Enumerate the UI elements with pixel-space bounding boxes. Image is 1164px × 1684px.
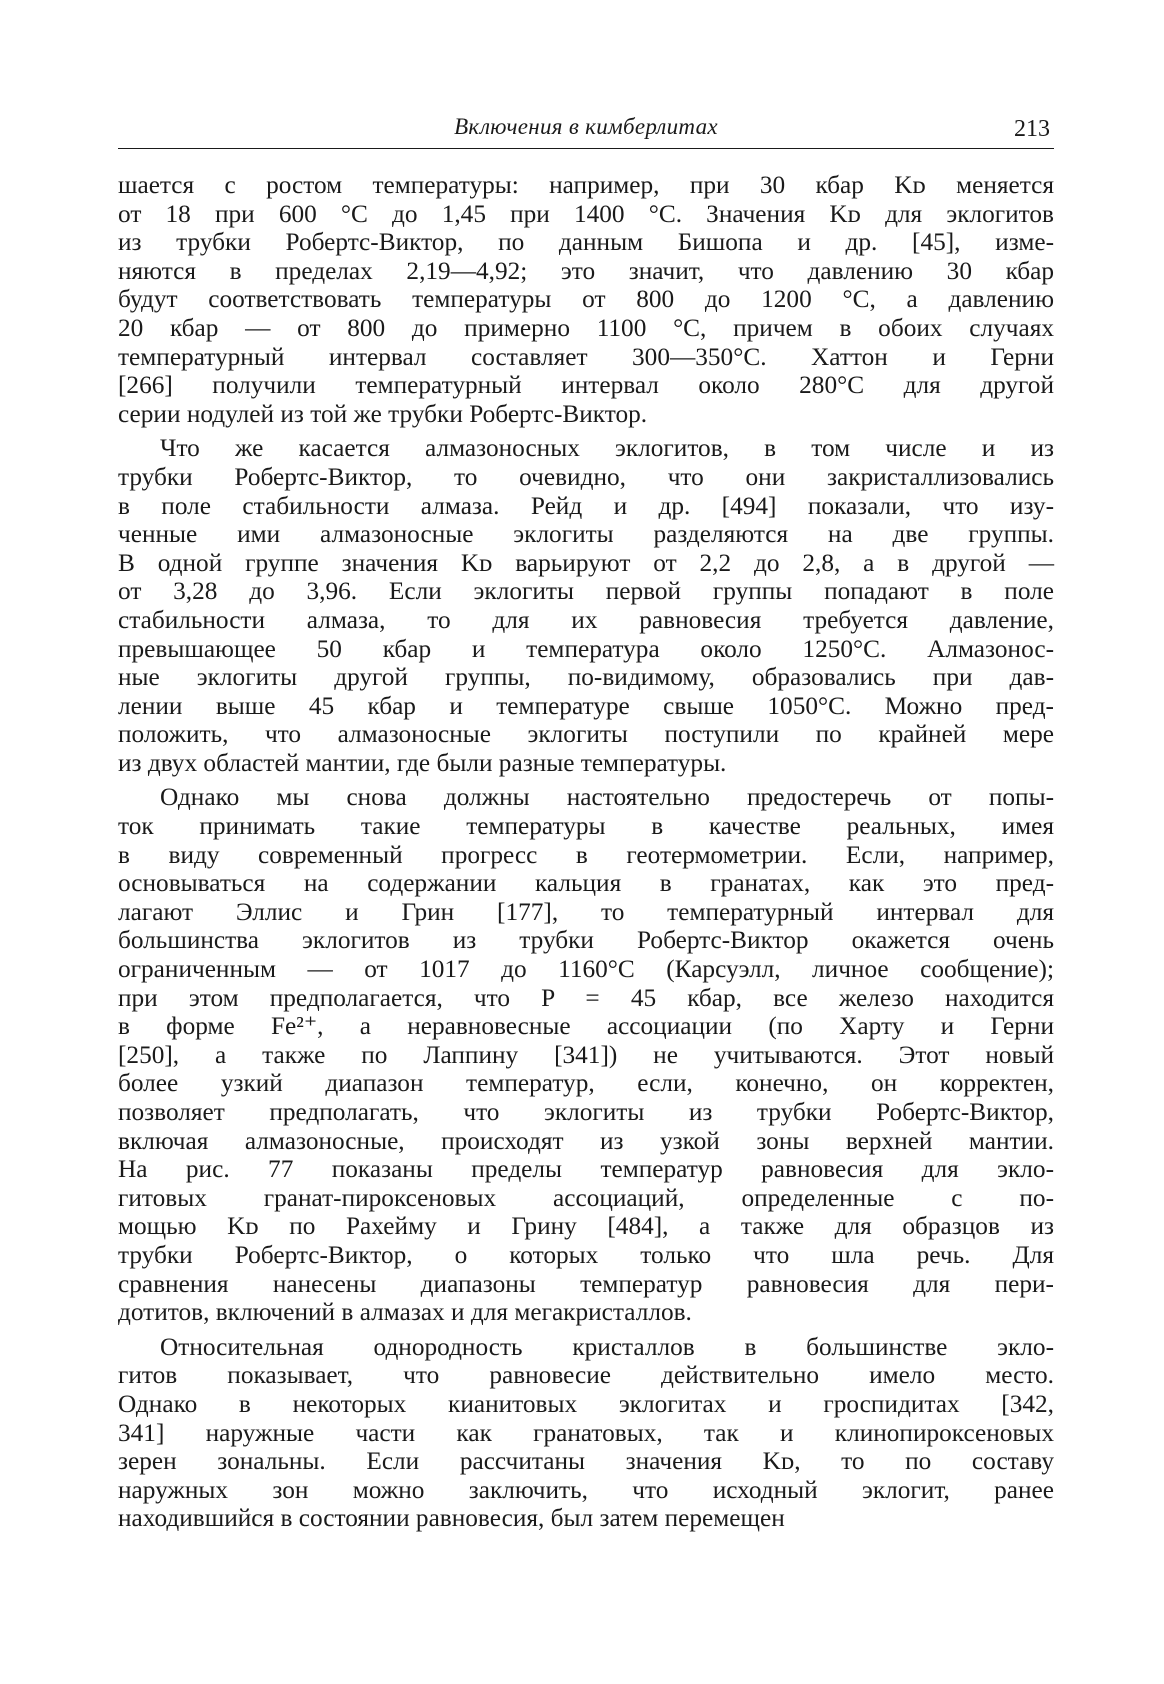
text-line: 341] наружные части как гранатовых, так и клинопироксеновых — [118, 1418, 1054, 1447]
text-line: ные эклогиты другой группы, по-видимому, образовались при дав- — [118, 663, 1054, 692]
running-header — [118, 112, 1054, 149]
paragraph — [118, 783, 1054, 1326]
text-line: в виду современный прогресс в геотермометрии. Если, например, — [118, 840, 1054, 869]
text-line: серии нодулей из той же трубки Робертс-Виктор. — [118, 399, 648, 428]
text-line: основываться на содержании кальция в гранатах, как это пред- — [118, 869, 1054, 898]
text-line: лагают Эллис и Грин [177], то температурный интервал для — [118, 897, 1054, 926]
text-line: няются в пределах 2,19—4,92; это значит, что давлению 30 кбар — [118, 256, 1054, 285]
text-line: Однако в некоторых кианитовых эклогитах и гроспидитах [342, — [118, 1389, 1054, 1418]
text-line: в поле стабильности алмаза. Рейд и др. [494] показали, что изу- — [118, 491, 1054, 520]
text-line: лении выше 45 кбар и температуре свыше 1050°С. Можно пред- — [118, 691, 1054, 720]
text-line: из трубки Робертс-Виктор, по данным Бишопа и др. [45], изме- — [118, 228, 1054, 257]
text-line: мощью Kᴅ по Рахейму и Грину [484], а также для образцов из — [118, 1212, 1054, 1241]
text-line: Что же касается алмазоносных эклогитов, в том числе и из — [160, 434, 1054, 463]
body-text — [118, 171, 1054, 1533]
text-line: [266] получили температурный интервал около 280°С для другой — [118, 371, 1054, 400]
text-line: зерен зональны. Если рассчитаны значения Kᴅ, то по составу — [118, 1447, 1054, 1476]
text-line: На рис. 77 показаны пределы температур равновесия для экло- — [118, 1155, 1054, 1184]
text-line: будут соответствовать температуры от 800 до 1200 °С, а давлению — [118, 285, 1054, 314]
text-line: из двух областей мантии, где были разные температуры. — [118, 748, 727, 777]
text-line: ограниченным — от 1017 до 1160°С (Карсуэлл, личное сообщение); — [118, 955, 1054, 984]
text-line: ток принимать такие температуры в качестве реальных, имея — [118, 812, 1054, 841]
text-line: [250], а также по Лаппину [341]) не учитываются. Этот новый — [118, 1040, 1054, 1069]
text-line: при этом предполагается, что P = 45 кбар, все железо находится — [118, 983, 1054, 1012]
text-line: дотитов, включений в алмазах и для мегакристаллов. — [118, 1298, 692, 1327]
book-page — [118, 112, 1054, 1533]
text-line: более узкий диапазон температур, если, конечно, он корректен, — [118, 1069, 1054, 1098]
text-line: Однако мы снова должны настоятельно предостеречь от попы- — [160, 783, 1054, 812]
text-line: от 18 при 600 °С до 1,45 при 1400 °С. Значения Kᴅ для эклогитов — [118, 199, 1054, 228]
text-line: гитовых гранат-пироксеновых ассоциаций, определенные с по- — [118, 1183, 1054, 1212]
text-line: сравнения нанесены диапазоны температур равновесия для пери- — [118, 1269, 1054, 1298]
text-line: стабильности алмаза, то для их равновесия требуется давление, — [118, 605, 1054, 634]
text-line: температурный интервал составляет 300—350°С. Хаттон и Герни — [118, 342, 1054, 371]
text-line: 20 кбар — от 800 до примерно 1100 °С, причем в обоих случаях — [118, 313, 1054, 342]
text-line: включая алмазоносные, происходят из узкой зоны верхней мантии. — [118, 1126, 1054, 1155]
paragraph — [118, 1333, 1054, 1533]
page-number: 213 — [1014, 116, 1050, 142]
paragraph — [118, 171, 1054, 428]
text-line: превышающее 50 кбар и температура около 1250°С. Алмазонос- — [118, 634, 1054, 663]
text-line: наружных зон можно заключить, что исходный эклогит, ранее — [118, 1475, 1054, 1504]
paragraph — [118, 434, 1054, 777]
text-line: находившийся в состоянии равновесия, был затем перемещен — [118, 1504, 785, 1533]
text-line: большинства эклогитов из трубки Робертс-Виктор окажется очень — [118, 926, 1054, 955]
text-line: в форме Fe²⁺, а неравновесные ассоциации (по Харту и Герни — [118, 1012, 1054, 1041]
text-line: Относительная однородность кристаллов в большинстве экло- — [160, 1332, 1054, 1361]
text-line: позволяет предполагать, что эклогиты из трубки Робертс-Виктор, — [118, 1098, 1054, 1126]
text-line: гитов показывает, что равновесие действительно имело место. — [118, 1361, 1054, 1390]
text-line: от 3,28 до 3,96. Если эклогиты первой группы попадают в поле — [118, 577, 1054, 606]
text-line: шается с ростом температуры: например, при 30 кбар Kᴅ меняется — [118, 171, 1054, 199]
text-line: В одной группе значения Kᴅ варьируют от 2,2 до 2,8, а в другой — — [118, 548, 1054, 577]
text-line: положить, что алмазоносные эклогиты поступили по крайней мере — [118, 720, 1054, 749]
text-line: ченные ими алмазоносные эклогиты разделяются на две группы. — [118, 520, 1054, 549]
text-line: трубки Робертс-Виктор, то очевидно, что они закристаллизовались — [118, 462, 1054, 491]
text-line: трубки Робертс-Виктор, о которых только что шла речь. Для — [118, 1240, 1054, 1269]
running-title: Включения в кимберлитах — [454, 114, 718, 139]
